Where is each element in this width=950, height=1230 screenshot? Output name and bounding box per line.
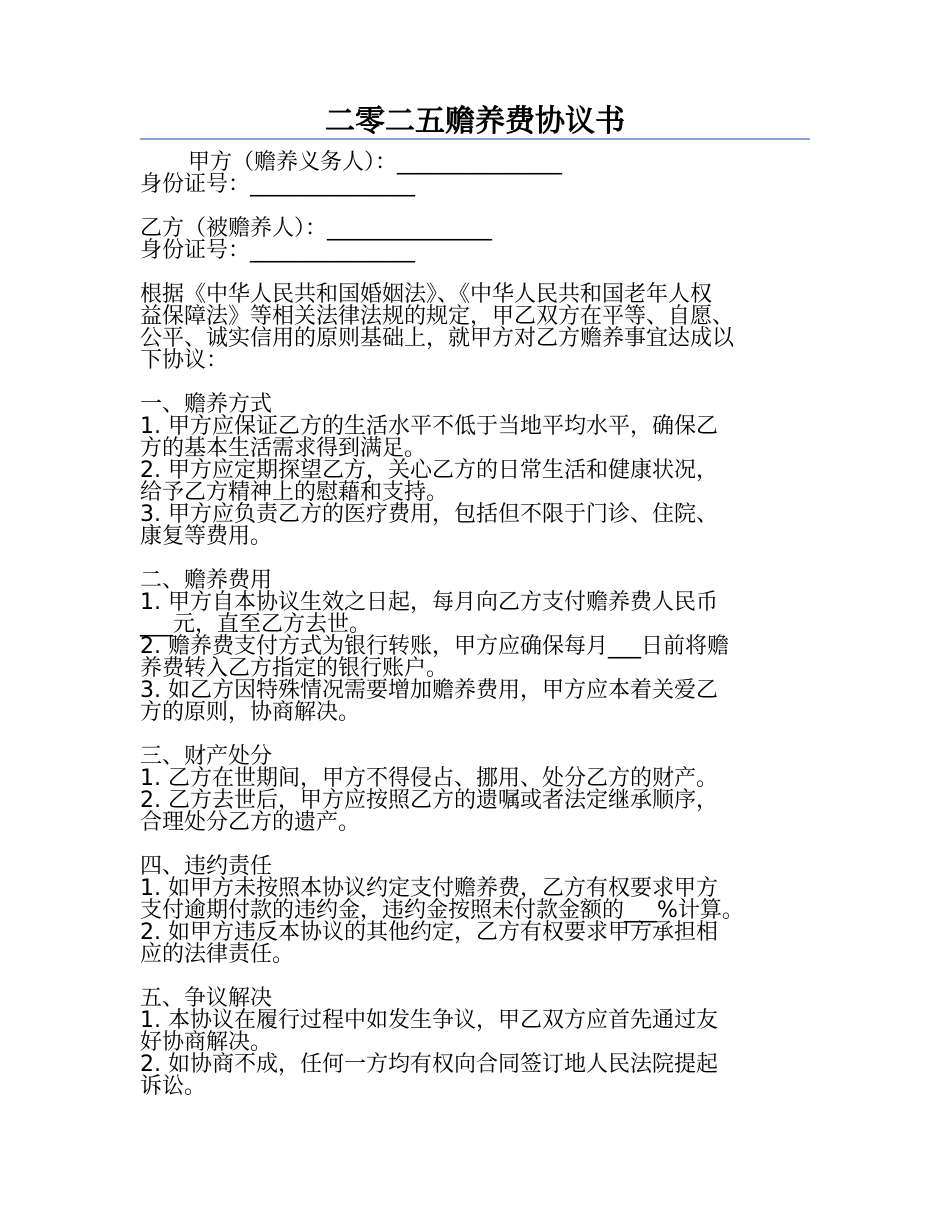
clause-line: 2. 如甲方违反本协议的其他约定，乙方有权要求甲方承担相: [140, 920, 718, 945]
clause-line: 1. 如甲方未按照本协议约定支付赡养费，乙方有权要求甲方: [140, 876, 718, 901]
section-3: [140, 746, 812, 834]
party-b-label: 乙方（被赡养人）：_______________: [140, 216, 493, 241]
title-underline: [140, 138, 810, 140]
clause-line: 支付逾期付款的违约金，违约金按照未付款金额的___%计算。: [140, 898, 744, 923]
section-heading: 二、赡养费用: [140, 568, 273, 593]
document-body: [140, 152, 812, 1098]
section-heading: 五、争议解决: [140, 986, 273, 1011]
intro-line: 根据《中华人民共和国婚姻法》、《中华人民共和国老年人权: [140, 282, 713, 307]
party-a-id: 身份证号：_______________: [140, 172, 416, 197]
section-2: [140, 570, 812, 724]
clause-line: 1. 甲方自本协议生效之日起，每月向乙方支付赡养费人民币: [140, 590, 718, 615]
intro-line: 下协议：: [140, 348, 229, 373]
party-a-label: 甲方（赡养义务人）：_______________: [188, 150, 563, 175]
section-5: [140, 988, 812, 1098]
clause-line: 2. 如协商不成，任何一方均有权向合同签订地人民法院提起: [140, 1052, 718, 1077]
intro-paragraph: [140, 284, 812, 372]
section-heading: 三、财产处分: [140, 744, 273, 769]
clause-line: 给予乙方精神上的慰藉和支持。: [140, 480, 449, 505]
section-heading: 一、赡养方式: [140, 392, 273, 417]
clause-line: 好协商解决。: [140, 1030, 273, 1055]
clause-line: 合理处分乙方的遗产。: [140, 810, 361, 835]
clause-line: 2. 甲方应定期探望乙方，关心乙方的日常生活和健康状况，: [140, 458, 718, 483]
clause-line: 养费转入乙方指定的银行账户。: [140, 656, 449, 681]
clause-line: ___元，直至乙方去世。: [140, 612, 372, 637]
section-heading: 四、违约责任: [140, 854, 273, 879]
clause-line: 应的法律责任。: [140, 942, 295, 967]
clause-line: 康复等费用。: [140, 524, 273, 549]
clause-line: 2. 乙方去世后，甲方应按照乙方的遗嘱或者法定继承顺序，: [140, 788, 718, 813]
clause-line: 3. 如乙方因特殊情况需要增加赡养费用，甲方应本着关爱乙: [140, 678, 718, 703]
clause-line: 1. 乙方在世期间，甲方不得侵占、挪用、处分乙方的财产。: [140, 766, 718, 791]
clause-line: 3. 甲方应负责乙方的医疗费用，包括但不限于门诊、住院、: [140, 502, 718, 527]
clause-line: 2. 赡养费支付方式为银行转账，甲方应确保每月___日前将赡: [140, 634, 729, 659]
section-1: [140, 394, 812, 548]
clause-line: 方的基本生活需求得到满足。: [140, 436, 427, 461]
intro-line: 益保障法》等相关法律法规的规定，甲乙双方在平等、自愿、: [140, 304, 735, 329]
clause-line: 方的原则，协商解决。: [140, 700, 361, 725]
section-4: [140, 856, 812, 966]
intro-line: 公平、诚实信用的原则基础上，就甲方对乙方赡养事宜达成以: [140, 326, 735, 351]
document-title: 二零二五赡养费协议书: [325, 104, 625, 139]
clause-line: 诉讼。: [140, 1074, 207, 1099]
clause-line: 1. 甲方应保证乙方的生活水平不低于当地平均水平，确保乙: [140, 414, 718, 439]
party-b-id: 身份证号：_______________: [140, 238, 416, 263]
clause-line: 1. 本协议在履行过程中如发生争议，甲乙双方应首先通过友: [140, 1008, 718, 1033]
